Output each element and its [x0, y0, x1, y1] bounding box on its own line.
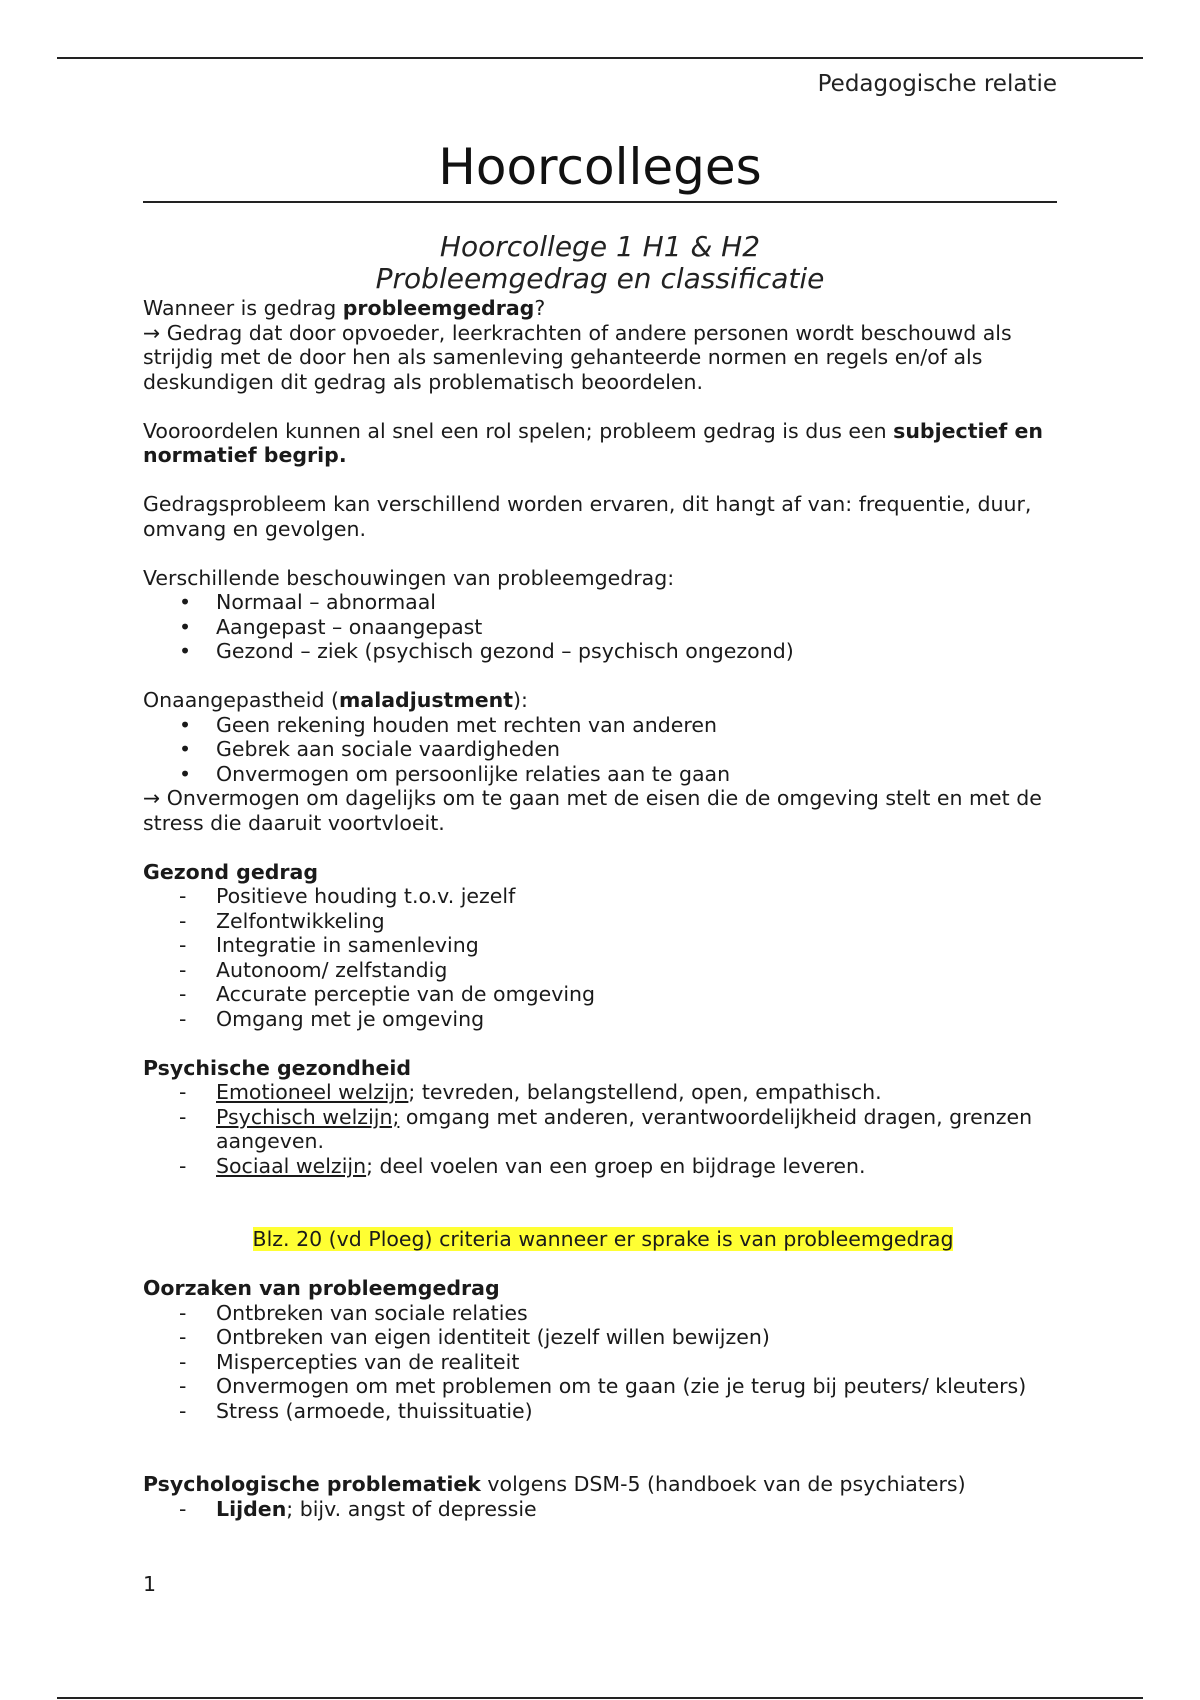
footer-rule	[57, 1697, 1143, 1699]
list-item: - Zelfontwikkeling	[143, 909, 1063, 934]
list-item: - Sociaal welzijn; deel voelen van een groep en bijdrage leveren.	[143, 1154, 1063, 1179]
vooroordelen-paragraph: Vooroordelen kunnen al snel een rol spelen; probleem gedrag is dus een subjectief en normatief begrip.	[143, 418, 1043, 467]
list-item: - Omgang met je omgeving	[143, 1007, 1063, 1032]
list-item: - Ontbreken van sociale relaties	[143, 1301, 1063, 1326]
title-underline	[143, 201, 1057, 203]
lecture-title: Hoorcollege 1 H1 & H2	[439, 230, 761, 263]
list-item: - Accurate perceptie van de omgeving	[143, 982, 1063, 1007]
lecture-subtitle: Probleemgedrag en classificatie	[375, 262, 825, 295]
psychologische-heading: Psychologische problematiek volgens DSM-5 (handboek van de psychiaters)	[143, 1472, 966, 1496]
list-item: - Onvermogen om met problemen om te gaan (zie je terug bij peuters/ kleuters)	[143, 1374, 1063, 1399]
question-line: Wanneer is gedrag probleemgedrag?	[143, 296, 546, 320]
highlighted-note: Blz. 20 (vd Ploeg) criteria wanneer er sprake is van probleemgedrag	[252, 1227, 954, 1251]
definition-paragraph: → Gedrag dat door opvoeder, leerkrachten of andere personen wordt beschouwd als strijdig met de door hen als samenleving gehanteerde normen en regels en/of als deskundigen dit gedrag als problematisch beoordelen.	[143, 320, 1012, 394]
list-item: • Gezond – ziek (psychisch gezond – psychisch ongezond)	[143, 639, 1063, 664]
psychische-gezondheid-list	[143, 1080, 1063, 1178]
beschouwingen-list	[143, 590, 1063, 664]
list-item: • Normaal – abnormaal	[143, 590, 1063, 615]
gedragsprobleem-paragraph: Gedragsprobleem kan verschillend worden ervaren, dit hangt af van: frequentie, duur, omvang en gevolgen.	[143, 492, 1032, 541]
list-item: - Stress (armoede, thuissituatie)	[143, 1399, 1063, 1424]
section-heading: Psychische gezondheid	[143, 1055, 412, 1080]
document-header: Pedagogische relatie	[817, 71, 1057, 97]
list-item: - Positieve houding t.o.v. jezelf	[143, 884, 1063, 909]
list-item: - Psychisch welzijn; omgang met anderen, verantwoordelijkheid dragen, grenzen aangeven.	[143, 1105, 1063, 1154]
section-heading: Oorzaken van probleemgedrag	[143, 1276, 500, 1300]
list-item: - Integratie in samenleving	[143, 933, 1063, 958]
gezond-gedrag-list	[143, 884, 1063, 1031]
header-rule	[57, 57, 1143, 59]
psychologische-list	[143, 1497, 1063, 1522]
list-item: • Aangepast – onaangepast	[143, 615, 1063, 640]
list-item: - Ontbreken van eigen identiteit (jezelf willen bewijzen)	[143, 1325, 1063, 1350]
onaangepastheid-intro: Onaangepastheid (maladjustment):	[143, 688, 528, 712]
list-item: • Geen rekening houden met rechten van anderen	[143, 713, 1063, 738]
list-item: - Emotioneel welzijn; tevreden, belangstellend, open, empathisch.	[143, 1080, 1063, 1105]
onaangepastheid-conclusion: → Onvermogen om dagelijks om te gaan met de eisen die de omgeving stelt en met de stress die daaruit voortvloeit.	[143, 786, 1042, 835]
section-heading: Gezond gedrag	[143, 859, 319, 884]
document-body	[143, 296, 1063, 1521]
list-item: - Lijden; bijv. angst of depressie	[143, 1497, 1063, 1522]
list-item: - Mispercepties van de realiteit	[143, 1350, 1063, 1375]
beschouwingen-intro: Verschillende beschouwingen van probleemgedrag:	[143, 565, 675, 590]
onaangepastheid-list	[143, 713, 1063, 787]
list-item: - Autonoom/ zelfstandig	[143, 958, 1063, 983]
page-title: Hoorcolleges	[438, 138, 762, 196]
page-number: 1	[143, 1572, 157, 1596]
list-item: • Gebrek aan sociale vaardigheden	[143, 737, 1063, 762]
list-item: • Onvermogen om persoonlijke relaties aan te gaan	[143, 762, 1063, 787]
oorzaken-list	[143, 1301, 1063, 1424]
